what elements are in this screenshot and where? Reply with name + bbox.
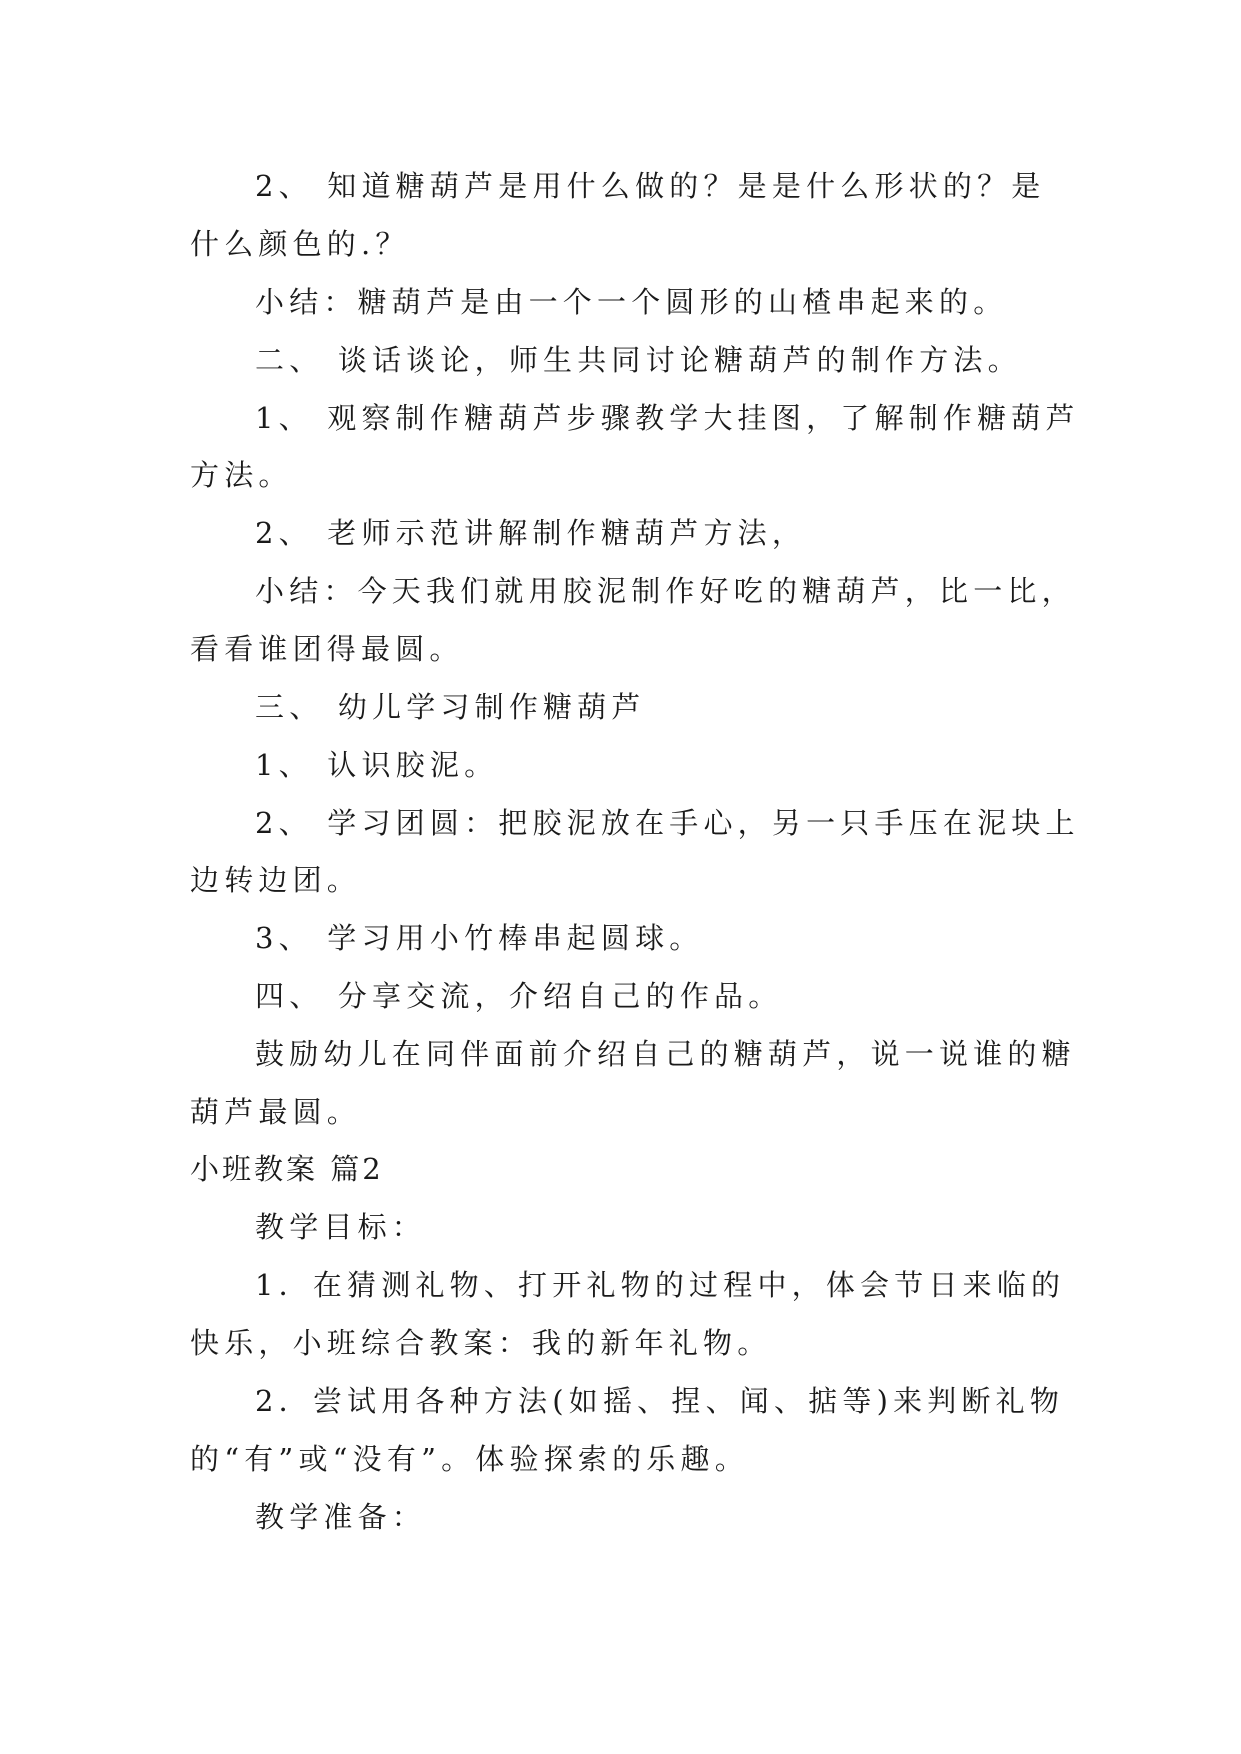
- paragraph-line: 葫芦最圆。: [190, 1095, 362, 1129]
- paragraph-line: 1．在猜测礼物、打开礼物的过程中，体会节日来临的: [255, 1268, 1066, 1302]
- paragraph-line: 2．尝试用各种方法(如摇、捏、闻、掂等)来判断礼物: [255, 1384, 1065, 1418]
- paragraph-line: 教学目标：: [255, 1210, 427, 1244]
- paragraph-line: 3、 学习用小竹棒串起圆球。: [255, 921, 704, 955]
- paragraph-line: 2、 学习团圆：把胶泥放在手心，另一只手压在泥块上: [255, 806, 1080, 840]
- paragraph-line: 什么颜色的.？: [190, 227, 410, 261]
- paragraph-line: 方法。: [190, 458, 293, 492]
- paragraph-line: 1、 认识胶泥。: [255, 748, 499, 782]
- paragraph-line: 1、 观察制作糖葫芦步骤教学大挂图，了解制作糖葫芦: [255, 401, 1080, 435]
- paragraph-line: 2、 知道糖葫芦是用什么做的？是是什么形状的？是: [255, 169, 1046, 203]
- paragraph-line: 教学准备：: [255, 1500, 427, 1534]
- paragraph-line: 鼓励幼儿在同伴面前介绍自己的糖葫芦，说一说谁的糖: [255, 1037, 1076, 1071]
- paragraph-line: 快乐，小班综合教案：我的新年礼物。: [190, 1326, 772, 1360]
- paragraph-line: 四、 分享交流，介绍自己的作品。: [255, 979, 783, 1013]
- paragraph-line: 小结：糖葫芦是由一个一个圆形的山楂串起来的。: [255, 285, 1008, 319]
- paragraph-line: 看看谁团得最圆。: [190, 632, 464, 666]
- paragraph-line: 的“有”或“没有”。体验探索的乐趣。: [190, 1442, 749, 1476]
- paragraph-line: 2、 老师示范讲解制作糖葫芦方法，: [255, 516, 807, 550]
- paragraph-line: 三、 幼儿学习制作糖葫芦: [255, 690, 646, 724]
- paragraph-line: 小结：今天我们就用胶泥制作好吃的糖葫芦，比一比，: [255, 574, 1076, 608]
- paragraph-line: 二、 谈话谈论，师生共同讨论糖葫芦的制作方法。: [255, 343, 1022, 377]
- section-heading: 小班教案 篇2: [190, 1152, 384, 1186]
- paragraph-line: 边转边团。: [190, 863, 362, 897]
